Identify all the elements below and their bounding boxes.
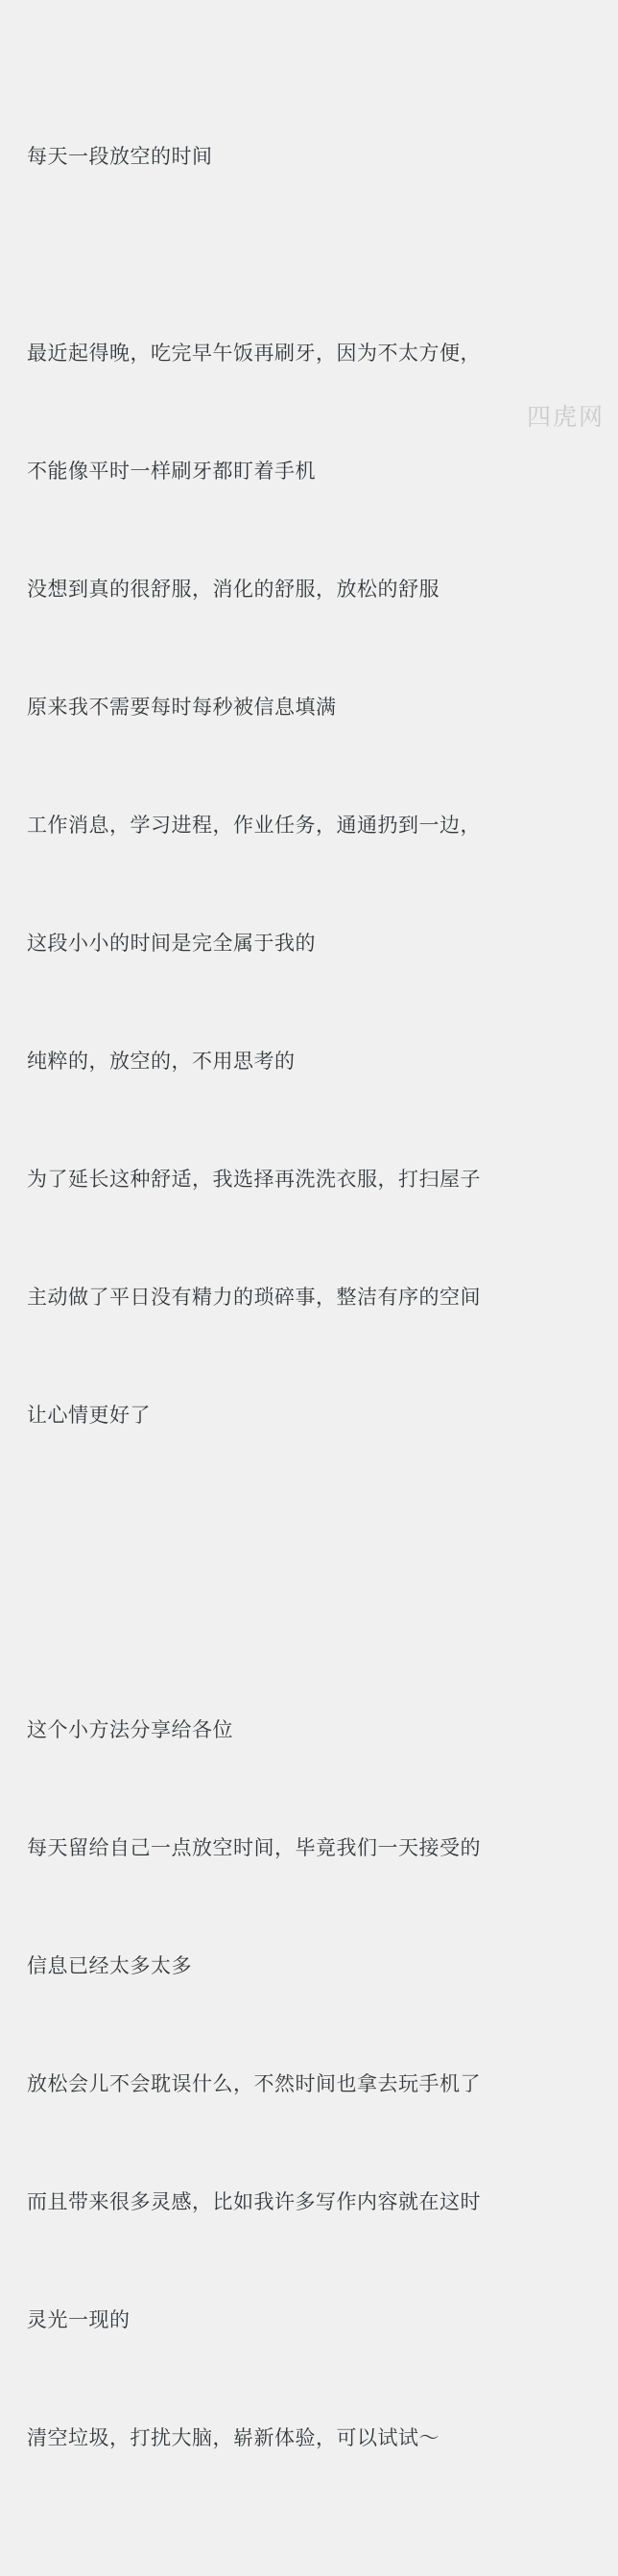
note-paragraph-1-line-5: 工作消息，学习进程，作业任务，通通扔到一边， <box>27 815 481 837</box>
note-text-body <box>27 19 591 2576</box>
note-paragraph-2-line-1: 这个小方法分享给各位 <box>27 1719 233 1741</box>
note-paragraph-1-line-3: 没想到真的很舒服，消化的舒服，放松的舒服 <box>27 579 440 601</box>
watermark-text: 四虎网 <box>526 404 605 431</box>
note-paragraph-2-line-2: 每天留给自己一点放空时间，毕竟我们一天接受的 <box>27 1837 481 1859</box>
note-paragraph-2-line-4: 放松会儿不会耽误什么，不然时间也拿去玩手机了 <box>27 2073 481 2095</box>
note-paragraph-1-line-9: 主动做了平日没有精力的琐碎事，整洁有序的空间 <box>27 1287 481 1309</box>
note-paragraph-1-line-4: 原来我不需要每时每秒被信息填满 <box>27 697 337 719</box>
note-paragraph-2-line-3: 信息已经太多太多 <box>27 1955 192 1977</box>
note-paragraph-1-line-7: 纯粹的，放空的，不用思考的 <box>27 1051 296 1073</box>
note-paragraph-1-line-2: 不能像平时一样刷牙都盯着手机 <box>27 461 316 483</box>
note-paragraph-1-line-8: 为了延长这种舒适，我选择再洗洗衣服，打扫屋子 <box>27 1169 481 1191</box>
note-paragraph-2-line-7: 清空垃圾，打扰大脑，崭新体验，可以试试～ <box>27 2427 440 2449</box>
note-paragraph-1-line-6: 这段小小的时间是完全属于我的 <box>27 933 316 955</box>
note-title-line: 每天一段放空的时间 <box>27 146 213 168</box>
note-paragraph-1-line-10: 让心情更好了 <box>27 1405 151 1427</box>
paragraph-spacer <box>27 1553 591 1593</box>
note-paragraph-1-line-1: 最近起得晚，吃完早午饭再刷牙，因为不太方便， <box>27 343 481 365</box>
note-paragraph-2-line-5: 而且带来很多灵感，比如我许多写作内容就在这时 <box>27 2191 481 2213</box>
note-paragraph-2-line-6: 灵光一现的 <box>27 2309 131 2331</box>
